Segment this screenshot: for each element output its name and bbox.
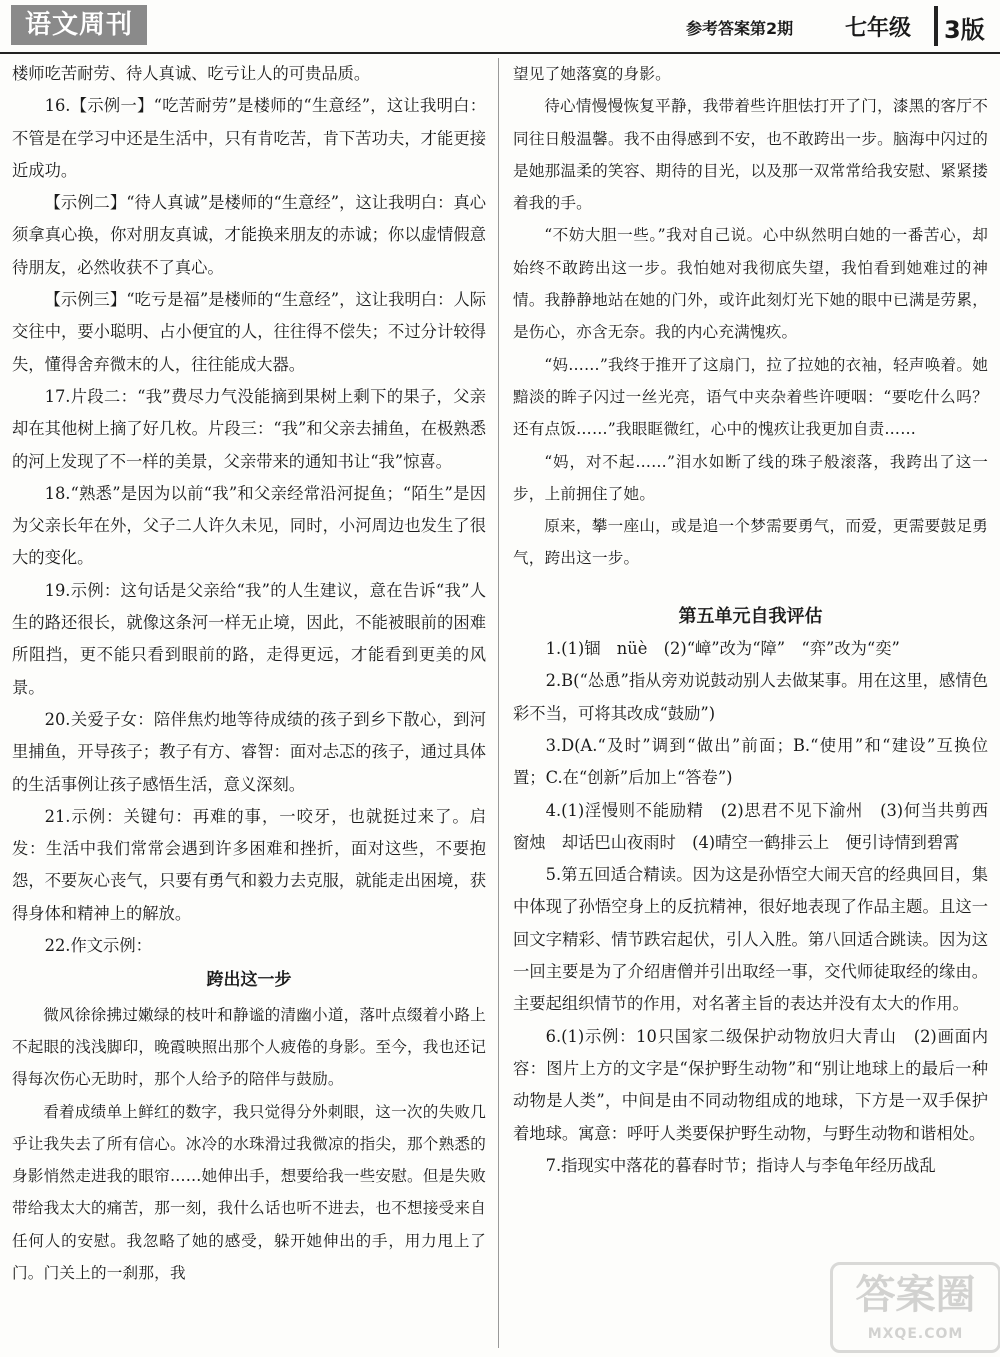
watermark-logo xyxy=(830,1262,1000,1353)
grade-label: 七年级 xyxy=(845,16,912,41)
right-column xyxy=(513,58,988,1348)
answer-4: 4.(1)淫慢则不能励精 (2)思君不见下渝州 (3)何当共剪西窗烛 却话巴山夜雨时 (4)晴空一鹤排云上 便引诗情到碧霄 xyxy=(513,800,988,852)
header-divider xyxy=(934,6,938,46)
essay-paragraph: 望见了她落寞的身影。 xyxy=(513,65,671,83)
answer-7: 7.指现实中落花的暮春时节；指诗人与李龟年经历战乱 xyxy=(545,1155,936,1175)
section-title: 第五单元自我评估 xyxy=(678,605,823,627)
watermark-text: 答案圈 xyxy=(855,1272,976,1318)
watermark-url: MXQE.COM xyxy=(867,1326,964,1342)
column-divider xyxy=(498,58,499,1348)
answer-17: 17.片段二：“我”费尽力气没能摘到果树上剩下的果子，父亲却在其他树上摘了好几枚。片段三：“我”和父亲去捕鱼，在极熟悉的河上发现了不一样的美景，父亲带来的通知书让“我”惊喜。 xyxy=(12,386,486,471)
answer-3: 3.D(A.“及时”调到“做出”前面；B.“使用”和“建设”互换位置；C.在“创新”后加上“答卷”) xyxy=(513,735,988,788)
essay-paragraph: 原来，攀一座山，或是追一个梦需要勇气，而爱，更需要鼓足勇气，跨出这一步。 xyxy=(513,517,988,568)
masthead xyxy=(0,0,1000,54)
answer-19: 19.示例：这句话是父亲给“我”的人生建议，意在告诉“我”人生的路还很长，就像这条河一样无止境，因此，不能被眼前的困难所阻挡，更不能只看到眼前的路，走得更远，才能看到更美的风景。 xyxy=(12,580,486,697)
answer-21: 21.示例：关键句：再难的事，一咬牙，也就挺过来了。启发：生活中我们常常会遇到许多困难和挫折，面对这些，不要抱怨，不要灰心丧气，只要有勇气和毅力去克服，就能走出困境，获得身体和精神上的解放。 xyxy=(12,806,486,923)
answer-5: 5.第五回适合精读。因为这是孙悟空大闹天宫的经典回目，集中体现了孙悟空身上的反抗精神，很好地表现了作品主题。且这一回文字精彩、情节跌宕起伏，引人入胜。第八回适合跳读。因为这一回主要是为了介绍唐僧并引出取经一事，交代师徒取经的缘由。主要起组织情节的作用，对名著主旨的表达并没有太大的作用。 xyxy=(513,865,988,1014)
answer-16-example-1: 16.【示例一】“吃苦耐劳”是楼师的“生意经”，这让我明白：不管是在学习中还是生活中，只有肯吃苦，肯下苦功夫，才能更接近成功。 xyxy=(12,96,486,180)
answer-22: 22.作文示例： xyxy=(44,936,152,956)
essay-title: 跨出这一步 xyxy=(206,970,292,991)
left-column xyxy=(12,58,486,1348)
essay-paragraph: 微风徐徐拂过嫩绿的枝叶和静谧的清幽小道，落叶点缀着小路上不起眼的浅浅脚印，晚霞映照出那个人疲倦的身影。至今，我也还记得每次伤心无助时，那个人给予的陪伴与鼓励。 xyxy=(12,1005,486,1089)
edition-label: 3版 xyxy=(944,16,985,44)
essay-paragraph: “妈……”我终于推开了这扇门，拉了拉她的衣袖，轻声唤着。她黯淡的眸子闪过一丝光亮，语气中夹杂着些许哽咽：“要吃什么吗？还有点饭……”我眼眶微红，心中的愧疚让我更加自责…… xyxy=(513,355,988,439)
answer-20: 20.关爱子女：陪伴焦灼地等待成绩的孩子到乡下散心，到河里捕鱼，开导孩子；教子有方、睿智：面对忐忑的孩子，通过具体的生活事例让孩子感悟生活，意义深刻。 xyxy=(12,709,486,794)
answer-16-example-2: 【示例二】“待人真诚”是楼师的“生意经”，这让我明白：真心须拿真心换，你对朋友真诚，才能换来朋友的赤诚；你以虚情假意待朋友，必然收获不了真心。 xyxy=(12,193,486,277)
brand-logo: 语文周刊 xyxy=(11,5,147,45)
essay-paragraph: 看着成绩单上鲜红的数字，我只觉得分外刺眼，这一次的失败几乎让我失去了所有信心。冰冷的水珠滑过我微凉的指尖，那个熟悉的身影悄然走进我的眼帘……她伸出手，想要给我一些安慰。但是失败带给我太大的痛苦，那一刻，我什么话也听不进去，也不想接受来自任何人的安慰。我忽略了她的感受，躲开她伸出的手，用力甩上了门。门关上的一刹那，我 xyxy=(12,1102,486,1282)
answer-paragraph: 楼师吃苦耐劳、待人真诚、吃亏让人的可贵品质。 xyxy=(12,64,371,83)
answer-1: 1.(1)锢 nüè (2)“嶂”改为“障” “弈”改为“奕” xyxy=(545,639,900,659)
issue-label: 参考答案第2期 xyxy=(686,19,794,38)
essay-paragraph: 待心情慢慢恢复平静，我带着些许胆怯打开了门，漆黑的客厅不同往日般温馨。我不由得感到不安，也不敢跨出一步。脑海中闪过的是她那温柔的笑容、期待的目光，以及那一双常常给我安慰、紧紧搂着我的手。 xyxy=(513,97,988,213)
answer-6: 6.(1)示例：10只国家二级保护动物放归大青山 (2)画面内容：图片上方的文字是“保护野生动物”和“别让地球上的最后一种动物是人类”，中间是由不同动物组成的地球，下方是一双手保护着地球。寓意：呼吁人类要保护野生动物，与野生动物和谐相处。 xyxy=(513,1026,988,1143)
answer-18: 18.“熟悉”是因为以前“我”和父亲经常沿河捉鱼；“陌生”是因为父亲长年在外，父子二人许久未见，同时，小河周边也发生了很大的变化。 xyxy=(12,483,486,568)
essay-paragraph: “不妨大胆一些。”我对自己说。心中纵然明白她的一番苦心，却始终不敢跨出这一步。我怕她对我彻底失望，我怕看到她难过的神情。我静静地站在她的门外，或许此刻灯光下她的眼中已满是劳累，是伤心，亦含无奈。我的内心充满愧疚。 xyxy=(513,226,988,342)
essay-paragraph: “妈，对不起……”泪水如断了线的珠子般滚落，我跨出了这一步，上前拥住了她。 xyxy=(513,452,988,503)
answer-2: 2.B(“怂恿”指从旁劝说鼓动别人去做某事。用在这里，感情色彩不当，可将其改成“鼓励”) xyxy=(513,671,988,723)
answer-16-example-3: 【示例三】“吃亏是福”是楼师的“生意经”，这让我明白：人际交往中，要小聪明、占小便宜的人，往往得不偿失；不过分计较得失，懂得舍弃微末的人，往往能成大器。 xyxy=(12,290,486,374)
